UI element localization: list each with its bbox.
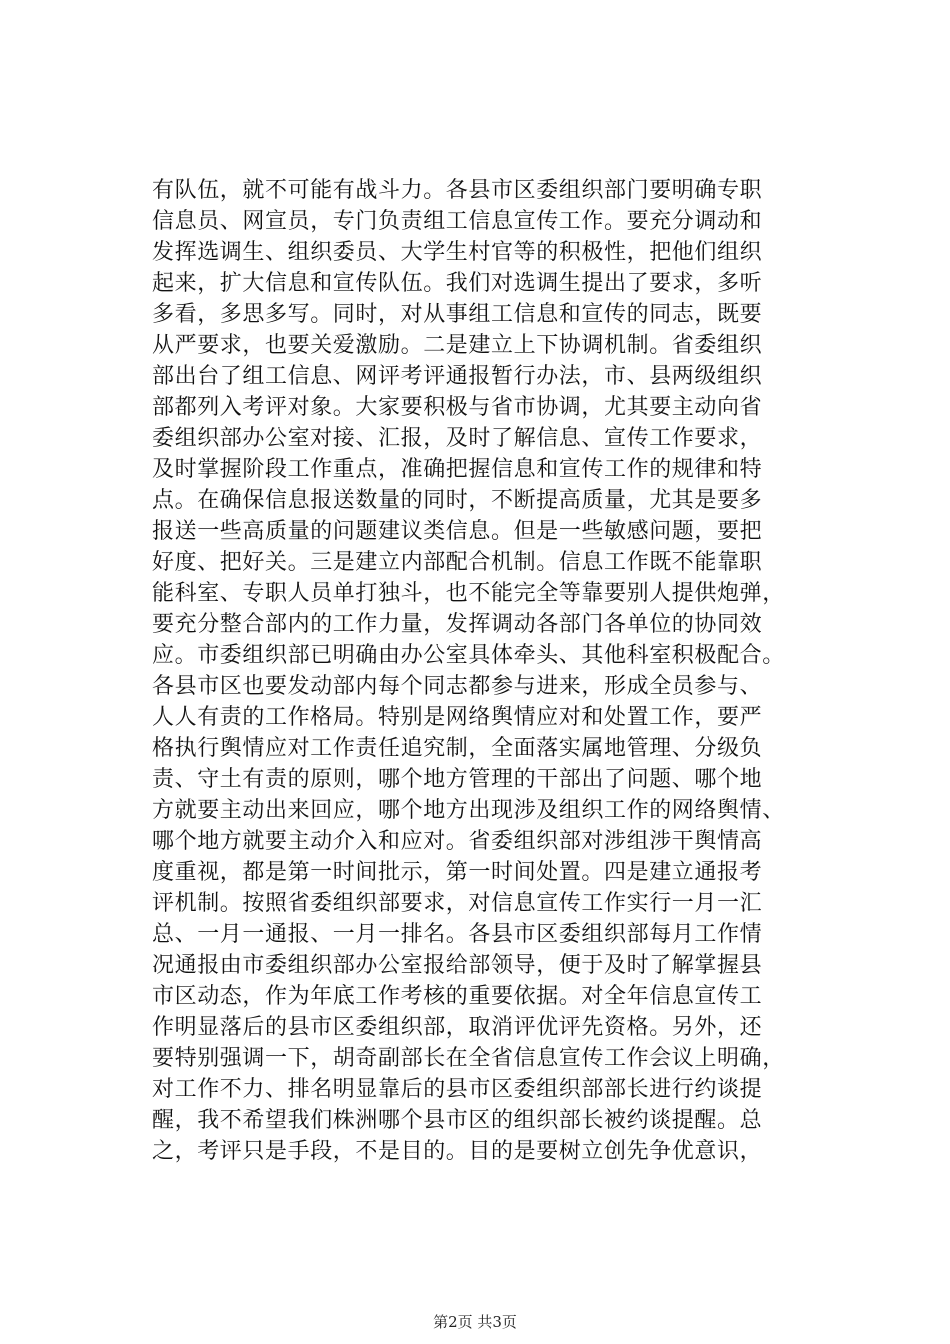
text-line: 从严要求，也要关爱激励。二是建立上下协调机制。省委组织	[152, 333, 763, 358]
text-line: 市区动态，作为年底工作考核的重要依据。对全年信息宣传工	[152, 984, 763, 1009]
text-line: 发挥选调生、组织委员、大学生村官等的积极性，把他们组织	[152, 240, 763, 265]
text-line: 有队伍，就不可能有战斗力。各县市区委组织部门要明确专职	[152, 178, 763, 203]
text-line: 起来，扩大信息和宣传队伍。我们对选调生提出了要求，多听	[152, 271, 763, 296]
text-line: 度重视，都是第一时间批示，第一时间处置。四是建立通报考	[152, 860, 763, 885]
text-line: 总、一月一通报、一月一排名。各县市区委组织部每月工作情	[152, 922, 763, 947]
text-line: 好度、把好关。三是建立内部配合机制。信息工作既不能靠职	[152, 550, 763, 575]
text-line: 格执行舆情应对工作责任追究制，全面落实属地管理、分级负	[152, 736, 763, 761]
text-line: 评机制。按照省委组织部要求，对信息宣传工作实行一月一汇	[152, 891, 763, 916]
text-line: 况通报由市委组织部办公室报给部领导，便于及时了解掌握县	[152, 953, 763, 978]
text-line: 部出台了组工信息、网评考评通报暂行办法，市、县两级组织	[152, 364, 763, 389]
text-line: 对工作不力、排名明显靠后的县市区委组织部部长进行约谈提	[152, 1077, 763, 1102]
text-line: 要特别强调一下，胡奇副部长在全省信息宣传工作会议上明确，	[152, 1046, 785, 1071]
text-line: 要充分整合部内的工作力量，发挥调动各部门各单位的协同效	[152, 612, 763, 637]
text-line: 方就要主动出来回应，哪个地方出现涉及组织工作的网络舆情、	[152, 798, 785, 823]
page-number-footer: 第2页 共3页	[433, 1313, 517, 1331]
text-line: 多看，多思多写。同时，对从事组工信息和宣传的同志，既要	[152, 302, 763, 327]
text-line: 各县市区也要发动部内每个同志都参与进来，形成全员参与、	[152, 674, 763, 699]
text-line: 报送一些高质量的问题建议类信息。但是一些敏感问题，要把	[152, 519, 763, 544]
text-line: 之，考评只是手段，不是目的。目的是要树立创先争优意识，	[152, 1139, 763, 1164]
text-line: 应。市委组织部已明确由办公室具体牵头、其他科室积极配合。	[152, 643, 785, 668]
text-line: 部都列入考评对象。大家要积极与省市协调，尤其要主动向省	[152, 395, 763, 420]
text-line: 信息员、网宣员，专门负责组工信息宣传工作。要充分调动和	[152, 209, 763, 234]
text-line: 作明显落后的县市区委组织部，取消评优评先资格。另外，还	[152, 1015, 763, 1040]
body-text	[152, 175, 812, 1167]
text-line: 委组织部办公室对接、汇报，及时了解信息、宣传工作要求，	[152, 426, 763, 451]
text-line: 责、守土有责的原则，哪个地方管理的干部出了问题、哪个地	[152, 767, 763, 792]
text-line: 点。在确保信息报送数量的同时，不断提高质量，尤其是要多	[152, 488, 763, 513]
text-line: 及时掌握阶段工作重点，准确把握信息和宣传工作的规律和特	[152, 457, 763, 482]
text-line: 哪个地方就要主动介入和应对。省委组织部对涉组涉干舆情高	[152, 829, 763, 854]
text-line: 醒，我不希望我们株洲哪个县市区的组织部长被约谈提醒。总	[152, 1108, 763, 1133]
text-line: 能科室、专职人员单打独斗，也不能完全等靠要别人提供炮弹，	[152, 581, 785, 606]
text-line: 人人有责的工作格局。特别是网络舆情应对和处置工作，要严	[152, 705, 763, 730]
